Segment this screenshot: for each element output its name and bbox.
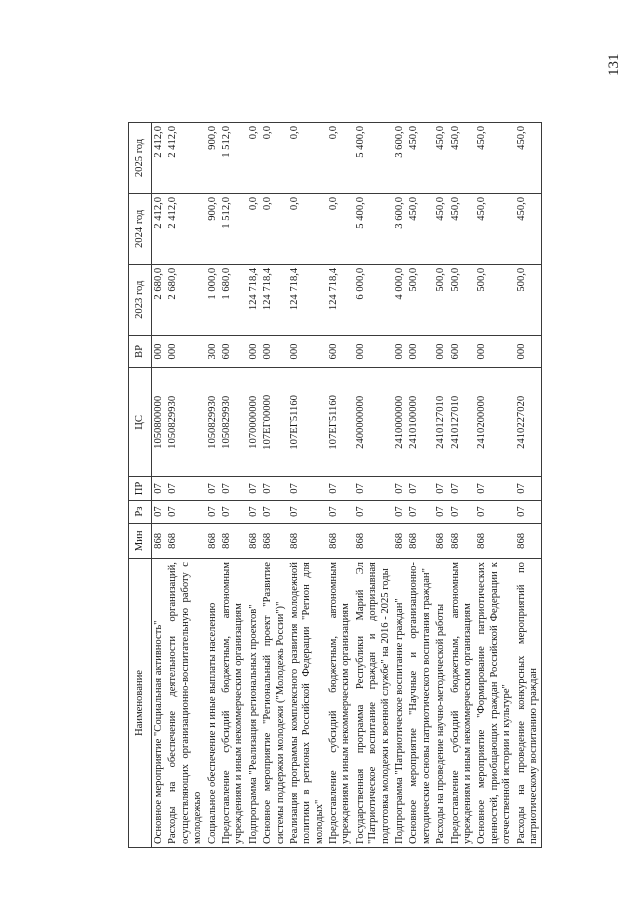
cell-pr: 07: [152, 477, 167, 500]
cell-name: Социальное обеспечение и иные выплаты населению: [206, 559, 220, 848]
cell-min: 868: [393, 523, 407, 558]
cell-y2024: 450,0: [407, 193, 434, 264]
cell-cs: 1050829930: [220, 368, 247, 477]
cell-vr: 000: [288, 335, 327, 368]
cell-y2023: 500,0: [475, 264, 514, 335]
cell-vr: 000: [261, 335, 288, 368]
table-row: [166, 123, 205, 848]
cell-pr: 07: [261, 477, 288, 500]
cell-min: 868: [247, 523, 261, 558]
cell-y2024: 450,0: [434, 193, 448, 264]
cell-cs: 1050829930: [166, 368, 205, 477]
rotated-table-container: [128, 122, 632, 848]
cell-rz: 07: [327, 500, 354, 523]
header-2024: 2024 год: [129, 193, 152, 264]
cell-min: 868: [327, 523, 354, 558]
header-name: Наименование: [129, 559, 152, 848]
cell-y2023: 6 000,0: [354, 264, 393, 335]
cell-name: Реализация программы комплексного развития молодежной политики в регионах Российской Федерации "Регион для молодых": [288, 559, 327, 848]
cell-cs: 107ЕГ00000: [261, 368, 288, 477]
cell-vr: 000: [354, 335, 393, 368]
cell-rz: 07: [247, 500, 261, 523]
cell-name: Расходы на проведение научно-методической работы: [434, 559, 448, 848]
cell-y2024: 450,0: [515, 193, 542, 264]
cell-rz: 07: [261, 500, 288, 523]
cell-cs: 1070000000: [247, 368, 261, 477]
cell-y2025: 1 512,0: [220, 123, 247, 194]
table-row: [475, 123, 514, 848]
cell-cs: 107ЕГ51160: [327, 368, 354, 477]
cell-min: 868: [152, 523, 167, 558]
cell-vr: 600: [449, 335, 476, 368]
table-row: [515, 123, 542, 848]
header-2025: 2025 год: [129, 123, 152, 194]
cell-cs: 2410127010: [434, 368, 448, 477]
cell-pr: 07: [354, 477, 393, 500]
cell-y2024: 450,0: [449, 193, 476, 264]
cell-pr: 07: [407, 477, 434, 500]
cell-pr: 07: [449, 477, 476, 500]
cell-vr: 000: [247, 335, 261, 368]
cell-cs: 2410227020: [515, 368, 542, 477]
cell-y2023: 1 000,0: [206, 264, 220, 335]
cell-y2025: 3 600,0: [393, 123, 407, 194]
cell-min: 868: [434, 523, 448, 558]
header-rz: Рз: [129, 500, 152, 523]
table-row: [288, 123, 327, 848]
cell-min: 868: [407, 523, 434, 558]
cell-pr: 07: [247, 477, 261, 500]
cell-name: Расходы на обеспечение деятельности организаций, осуществляющих организационно-воспитательную работу с молодежью: [166, 559, 205, 848]
table-row: [327, 123, 354, 848]
cell-y2025: 450,0: [475, 123, 514, 194]
cell-pr: 07: [393, 477, 407, 500]
table-row: [220, 123, 247, 848]
cell-y2024: 2 412,0: [152, 193, 167, 264]
cell-y2025: 0,0: [247, 123, 261, 194]
cell-y2024: 1 512,0: [220, 193, 247, 264]
cell-y2024: 0,0: [247, 193, 261, 264]
header-pr: ПР: [129, 477, 152, 500]
table-row: [261, 123, 288, 848]
table-row: [354, 123, 393, 848]
table-row: [152, 123, 167, 848]
cell-name: Предоставление субсидий бюджетным, автономным учреждениям и иным некоммерческим организациям: [449, 559, 476, 848]
table-row: [449, 123, 476, 848]
cell-name: Основное мероприятие "Социальная активность": [152, 559, 167, 848]
table-row: [247, 123, 261, 848]
cell-rz: 07: [407, 500, 434, 523]
cell-rz: 07: [206, 500, 220, 523]
cell-min: 868: [206, 523, 220, 558]
cell-y2023: 1 680,0: [220, 264, 247, 335]
cell-cs: 2410200000: [475, 368, 514, 477]
cell-vr: 000: [166, 335, 205, 368]
cell-y2025: 450,0: [407, 123, 434, 194]
cell-min: 868: [515, 523, 542, 558]
cell-vr: 600: [220, 335, 247, 368]
cell-cs: 107ЕГ51160: [288, 368, 327, 477]
cell-rz: 07: [220, 500, 247, 523]
cell-vr: 000: [515, 335, 542, 368]
cell-pr: 07: [206, 477, 220, 500]
cell-y2023: 2 680,0: [166, 264, 205, 335]
header-cs: ЦС: [129, 368, 152, 477]
cell-y2024: 0,0: [327, 193, 354, 264]
cell-rz: 07: [166, 500, 205, 523]
cell-y2024: 0,0: [288, 193, 327, 264]
cell-min: 868: [166, 523, 205, 558]
cell-name: Основное мероприятие "Научные и организационно-методические основы патриотического воспитания граждан": [407, 559, 434, 848]
cell-y2023: 500,0: [407, 264, 434, 335]
cell-vr: 000: [393, 335, 407, 368]
cell-vr: 000: [475, 335, 514, 368]
header-min: Мин: [129, 523, 152, 558]
header-2023: 2023 год: [129, 264, 152, 335]
cell-cs: 2410127010: [449, 368, 476, 477]
cell-vr: 300: [206, 335, 220, 368]
cell-min: 868: [288, 523, 327, 558]
cell-y2023: 124 718,4: [247, 264, 261, 335]
cell-y2025: 2 412,0: [166, 123, 205, 194]
cell-y2024: 900,0: [206, 193, 220, 264]
cell-pr: 07: [166, 477, 205, 500]
cell-y2023: 2 680,0: [152, 264, 167, 335]
cell-min: 868: [449, 523, 476, 558]
cell-y2025: 450,0: [434, 123, 448, 194]
cell-min: 868: [261, 523, 288, 558]
table-row: [434, 123, 448, 848]
cell-name: Расходы на проведение конкурсных мероприятий по патриотическому воспитанию граждан: [515, 559, 542, 848]
header-vr: ВР: [129, 335, 152, 368]
cell-vr: 000: [407, 335, 434, 368]
cell-y2023: 500,0: [449, 264, 476, 335]
table-row: [393, 123, 407, 848]
cell-name: Подпрограмма "Патриотическое воспитание граждан": [393, 559, 407, 848]
cell-y2024: 3 600,0: [393, 193, 407, 264]
cell-y2025: 900,0: [206, 123, 220, 194]
cell-y2024: 0,0: [261, 193, 288, 264]
cell-pr: 07: [515, 477, 542, 500]
cell-cs: 1050829930: [206, 368, 220, 477]
cell-cs: 2410000000: [393, 368, 407, 477]
cell-y2023: 124 718,4: [261, 264, 288, 335]
cell-name: Основное мероприятие "Региональный проект "Развитие системы поддержки молодежи ("Молодежь России")": [261, 559, 288, 848]
cell-rz: 07: [152, 500, 167, 523]
cell-vr: 600: [327, 335, 354, 368]
cell-y2023: 4 000,0: [393, 264, 407, 335]
cell-name: Основное мероприятие "Формирование патриотических ценностей, приобщающих граждан Российской Федерации к отечественной истории и культуре": [475, 559, 514, 848]
cell-y2024: 2 412,0: [166, 193, 205, 264]
cell-y2024: 450,0: [475, 193, 514, 264]
cell-y2025: 5 400,0: [354, 123, 393, 194]
cell-cs: 1050800000: [152, 368, 167, 477]
page-number: 131: [606, 53, 622, 76]
cell-rz: 07: [393, 500, 407, 523]
cell-cs: 2410100000: [407, 368, 434, 477]
cell-y2023: 500,0: [434, 264, 448, 335]
cell-min: 868: [354, 523, 393, 558]
cell-rz: 07: [515, 500, 542, 523]
cell-y2023: 124 718,4: [327, 264, 354, 335]
table-row: [206, 123, 220, 848]
cell-y2023: 500,0: [515, 264, 542, 335]
table-row: [407, 123, 434, 848]
cell-y2025: 2 412,0: [152, 123, 167, 194]
cell-y2025: 0,0: [327, 123, 354, 194]
cell-pr: 07: [434, 477, 448, 500]
cell-name: Предоставление субсидий бюджетным, автономным учреждениям и иным некоммерческим организациям: [327, 559, 354, 848]
cell-y2025: 450,0: [515, 123, 542, 194]
cell-vr: 000: [152, 335, 167, 368]
cell-y2025: 450,0: [449, 123, 476, 194]
cell-name: Государственная программа Республики Марий Эл "Патриотическое воспитание граждан и допризывная подготовка молодежи к военной службе" на 2016 - 2025 годы: [354, 559, 393, 848]
cell-y2025: 0,0: [288, 123, 327, 194]
cell-rz: 07: [475, 500, 514, 523]
cell-min: 868: [220, 523, 247, 558]
cell-pr: 07: [288, 477, 327, 500]
cell-rz: 07: [354, 500, 393, 523]
cell-pr: 07: [475, 477, 514, 500]
cell-rz: 07: [288, 500, 327, 523]
budget-table: [128, 122, 542, 848]
cell-pr: 07: [220, 477, 247, 500]
cell-y2025: 0,0: [261, 123, 288, 194]
cell-rz: 07: [434, 500, 448, 523]
cell-y2023: 124 718,4: [288, 264, 327, 335]
table-header-row: [129, 123, 152, 848]
cell-min: 868: [475, 523, 514, 558]
cell-vr: 000: [434, 335, 448, 368]
cell-rz: 07: [449, 500, 476, 523]
cell-pr: 07: [327, 477, 354, 500]
cell-cs: 2400000000: [354, 368, 393, 477]
cell-y2024: 5 400,0: [354, 193, 393, 264]
cell-name: Предоставление субсидий бюджетным, автономным учреждениям и иным некоммерческим организациям: [220, 559, 247, 848]
cell-name: Подпрограмма "Реализация региональных проектов": [247, 559, 261, 848]
